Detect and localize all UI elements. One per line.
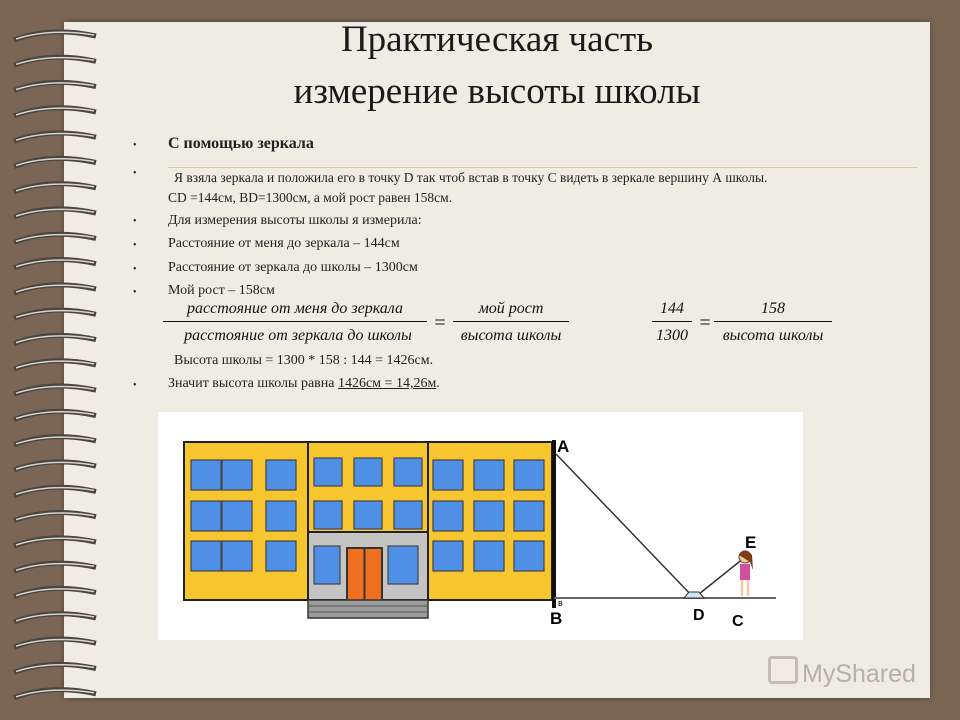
bullet-dot: • <box>133 287 137 298</box>
window <box>433 460 463 490</box>
window <box>191 541 221 571</box>
school-diagram <box>158 412 803 640</box>
bullet-text-5: Мой рост – 158см <box>168 283 275 298</box>
label-b-small: в <box>558 598 563 608</box>
window <box>222 541 252 571</box>
window <box>514 460 544 490</box>
conclusion-suffix: . <box>436 376 440 391</box>
window <box>222 460 252 490</box>
fraction-numerator-2: мой рост <box>478 300 544 317</box>
window <box>191 501 221 531</box>
bullet-dot: • <box>133 140 137 151</box>
bullet-dot: • <box>133 216 137 227</box>
window <box>388 546 418 584</box>
label-a: A <box>557 437 570 456</box>
fraction-denominator-3: 1300 <box>656 327 688 344</box>
label-b: B <box>550 609 563 628</box>
window <box>354 458 382 486</box>
girl-figure <box>739 551 753 597</box>
divider <box>168 167 918 168</box>
bullet-dot: • <box>133 264 137 275</box>
fraction-denominator-4: высота школы <box>722 327 824 344</box>
window <box>514 541 544 571</box>
watermark <box>768 656 916 689</box>
spiral-binding <box>10 24 110 704</box>
window <box>191 460 221 490</box>
window <box>314 458 342 486</box>
bullet-text-3: Расстояние от меня до зеркала – 144см <box>168 236 400 251</box>
fraction-line <box>163 321 427 322</box>
window <box>354 501 382 529</box>
reflection-ray <box>694 558 744 598</box>
equals-sign: = <box>434 312 446 334</box>
bullet-text-4: Расстояние от зеркала до школы – 1300см <box>168 260 418 275</box>
watermark-text: MyShared <box>802 660 916 688</box>
conclusion-text <box>168 376 440 392</box>
window <box>474 460 504 490</box>
window <box>474 541 504 571</box>
bullet-text-1: Я взяла зеркала и положила его в точку D так чтоб встав в точку С видеть в зеркале вершину А школы. <box>174 170 768 185</box>
fraction-denominator-2: высота школы <box>460 327 562 344</box>
window <box>314 501 342 529</box>
bullet-text-1b: CD =144см, BD=1300см, а мой рост равен 158см. <box>168 190 453 205</box>
reflection-ray <box>556 454 694 598</box>
conclusion-value: 1426см = 14,26м <box>337 376 437 391</box>
slide-title-line1: Практическая часть <box>340 19 654 60</box>
label-e: E <box>745 533 757 552</box>
window <box>474 501 504 531</box>
fraction-numerator-4: 158 <box>761 300 785 317</box>
label-c: C <box>732 613 744 630</box>
window <box>433 501 463 531</box>
window <box>266 460 296 490</box>
fraction-line <box>714 321 832 322</box>
method-heading: С помощью зеркала <box>168 135 314 152</box>
window <box>266 541 296 571</box>
bullet-dot: • <box>133 168 137 179</box>
window <box>314 546 340 584</box>
bullet-dot: • <box>133 240 137 251</box>
fraction-denominator-1: расстояние от зеркала до школы <box>184 327 412 344</box>
window <box>394 501 422 529</box>
label-d: D <box>693 607 705 624</box>
window <box>433 541 463 571</box>
bullet-text-2: Для измерения высоты школы я измерила: <box>168 213 422 228</box>
window <box>266 501 296 531</box>
slide-title-line2: измерение высоты школы <box>293 71 701 112</box>
window <box>222 501 252 531</box>
fraction-line <box>453 321 569 322</box>
bullet-dot: • <box>133 380 137 391</box>
window <box>514 501 544 531</box>
fraction-numerator-1: расстояние от меня до зеркала <box>187 300 403 317</box>
steps <box>308 600 428 618</box>
watermark-icon <box>768 656 798 684</box>
window <box>394 458 422 486</box>
fraction-numerator-3: 144 <box>660 300 684 317</box>
equals-sign: = <box>699 312 711 334</box>
conclusion-prefix: Значит высота школы равна <box>168 376 338 391</box>
computation-text: Высота школы = 1300 * 158 : 144 = 1426см. <box>174 353 434 368</box>
fraction-line <box>652 321 692 322</box>
